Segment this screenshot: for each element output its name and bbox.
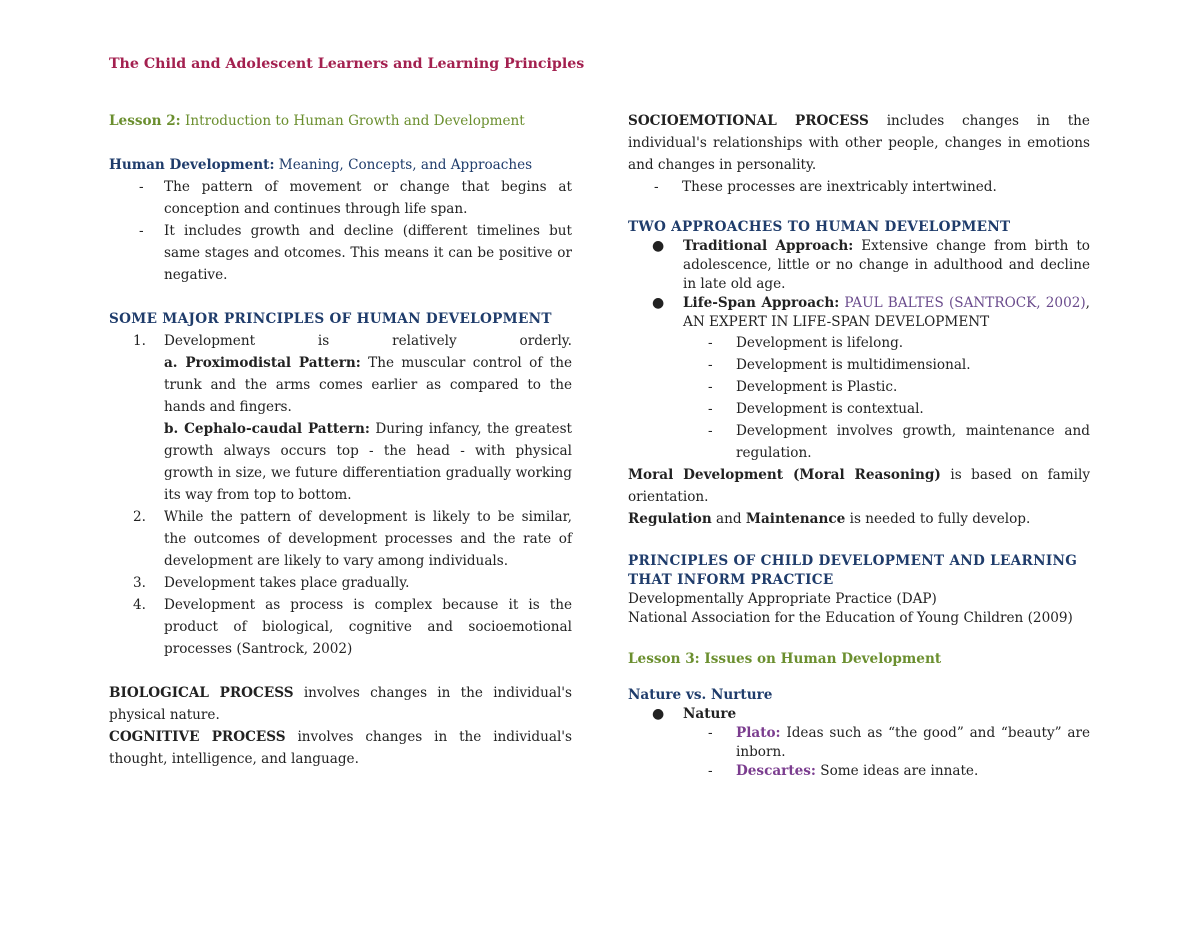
lifespan-list [628,332,1090,464]
lesson2-title: Introduction to Human Growth and Development [185,113,525,129]
item-number: 4. [133,597,146,613]
list-item [628,705,1090,724]
list-item-text: Development is contextual. [736,401,924,417]
list-item [628,294,1090,332]
descartes-label: Descartes: [736,763,816,779]
moral-label: Moral Development (Moral Reasoning) [628,467,941,483]
p3-text: Development takes place gradually. [164,575,410,591]
list-item [628,237,1090,294]
lesson3-heading: Lesson 3: Issues on Human Development [628,651,942,667]
p4-text: Development as process is complex because it is the product of biological, cognitive and socioemotional processes (Santrock, 2002) [164,597,572,657]
list-item: - The pattern of movement or change that begins at conception and continues through life span. [109,176,572,220]
list-item-text: Development involves growth, maintenance and regulation. [736,423,1090,461]
nature-sub-list [628,724,1090,781]
approaches-heading: TWO APPROACHES TO HUMAN DEVELOPMENT [628,219,1011,235]
socio-list [628,176,1090,198]
human-development-heading [109,154,572,176]
list-item-text: Development is multidimensional. [736,357,971,373]
cog-text: involves changes in the individual's thought, intelligence, and language. [109,729,573,767]
list-item: - Development is lifelong. [708,335,904,351]
pcd-heading: PRINCIPLES OF CHILD DEVELOPMENT AND LEARNING THAT INFORM PRACTICE [628,553,1078,588]
item-number: 1. [133,333,146,349]
socio-label: SOCIOEMOTIONAL PROCESS [628,113,869,129]
list-item-text: Development is Plastic. [736,379,898,395]
plato-text: Ideas such as “the good” and “beauty” are inborn. [736,725,1090,760]
nature-label: Nature [683,706,737,722]
list-item [109,330,572,506]
moral-text: is based on family orientation. [628,467,1090,505]
cog-label: COGNITIVE PROCESS [109,729,286,745]
hd-title: Meaning, Concepts, and Approaches [278,157,533,173]
list-item: - These processes are inextricably intertwined. [628,176,1090,198]
regulation-text: is needed to fully develop. [849,511,1031,527]
list-item: - Development is Plastic. [708,379,898,395]
lifespan-text: , AN EXPERT IN LIFE-SPAN DEVELOPMENT [683,295,1090,330]
list-item: - It includes growth and decline (different timelines but same stages and otcomes. This means it can be positive or negative. [109,220,572,286]
proximodistal-label: a. Proximodistal Pattern: [164,355,361,371]
principles-list [109,330,572,660]
right-column [628,110,1090,781]
descartes-text: Some ideas are innate. [820,763,979,779]
moral-development [628,464,1090,508]
proximodistal-text: The muscular control of the trunk and the arms comes earlier as compared to the hands and fingers. [164,355,572,415]
list-item: - Development is contextual. [708,401,924,417]
bullet-icon: ● [652,295,665,311]
item-number: 3. [133,575,146,591]
list-item [109,594,572,660]
p2-text: While the pattern of development is likely to be similar, the outcomes of development processes and the rate of development are likely to vary among individuals. [164,509,572,569]
and-text: and [716,511,742,527]
list-item: - Descartes: Some ideas are innate. [708,763,979,779]
hd-label: Human Development: [109,157,275,173]
cephalocaudal-label: b. Cephalo-caudal Pattern: [164,421,370,437]
socio-text: includes changes in the individual's relationships with other people, changes in emotions and changes in personality. [628,113,1090,173]
bio-label: BIOLOGICAL PROCESS [109,685,294,701]
item-number: 2. [133,509,146,525]
hd-list [109,176,572,286]
list-item: - Development involves growth, maintenance and regulation. [708,423,1090,461]
list-item-text: Development is lifelong. [736,335,904,351]
dap-line: Developmentally Appropriate Practice (DAP) [628,591,937,607]
regulation-line [628,508,1090,530]
bullet-icon: ● [652,706,665,722]
list-item [109,572,572,594]
socioemotional-process [628,110,1090,176]
approaches-list [628,237,1090,332]
bio-text: involves changes in the individual's physical nature. [109,685,572,723]
biological-process [109,682,572,726]
bullet-icon: ● [652,238,665,254]
nature-nurture-heading: Nature vs. Nurture [628,687,773,703]
lifespan-label: Life-Span Approach: [683,295,840,311]
lesson2-label: Lesson 2: [109,113,181,129]
list-item: - Plato: Ideas such as “the good” and “beauty” are inborn. [708,725,1090,760]
lesson2-heading [109,110,572,132]
document-title: The Child and Adolescent Learners and Learning Principles [109,56,585,72]
naeyc-line: National Association for the Education of Young Children (2009) [628,610,1073,626]
cognitive-process [109,726,572,770]
left-column [109,110,572,770]
list-item: - Development is multidimensional. [708,357,971,373]
traditional-label: Traditional Approach: [683,238,854,254]
cephalocaudal-text: During infancy, the greatest growth always occurs top - the head - with physical growth in size, we future differentiation gradually working its way from top to bottom. [164,421,573,503]
list-item [109,506,572,572]
maintenance-label: Maintenance [745,511,846,527]
p1-text: Development is relatively orderly. [164,333,572,349]
principles-heading: SOME MAJOR PRINCIPLES OF HUMAN DEVELOPMENT [109,311,552,327]
lifespan-reference: PAUL BALTES (SANTROCK, 2002) [844,295,1086,311]
traditional-text: Extensive change from birth to adolescence, little or no change in adulthood and decline in late old age. [683,238,1090,292]
regulation-label: Regulation [628,511,712,527]
nature-list [628,705,1090,724]
plato-label: Plato: [736,725,781,741]
